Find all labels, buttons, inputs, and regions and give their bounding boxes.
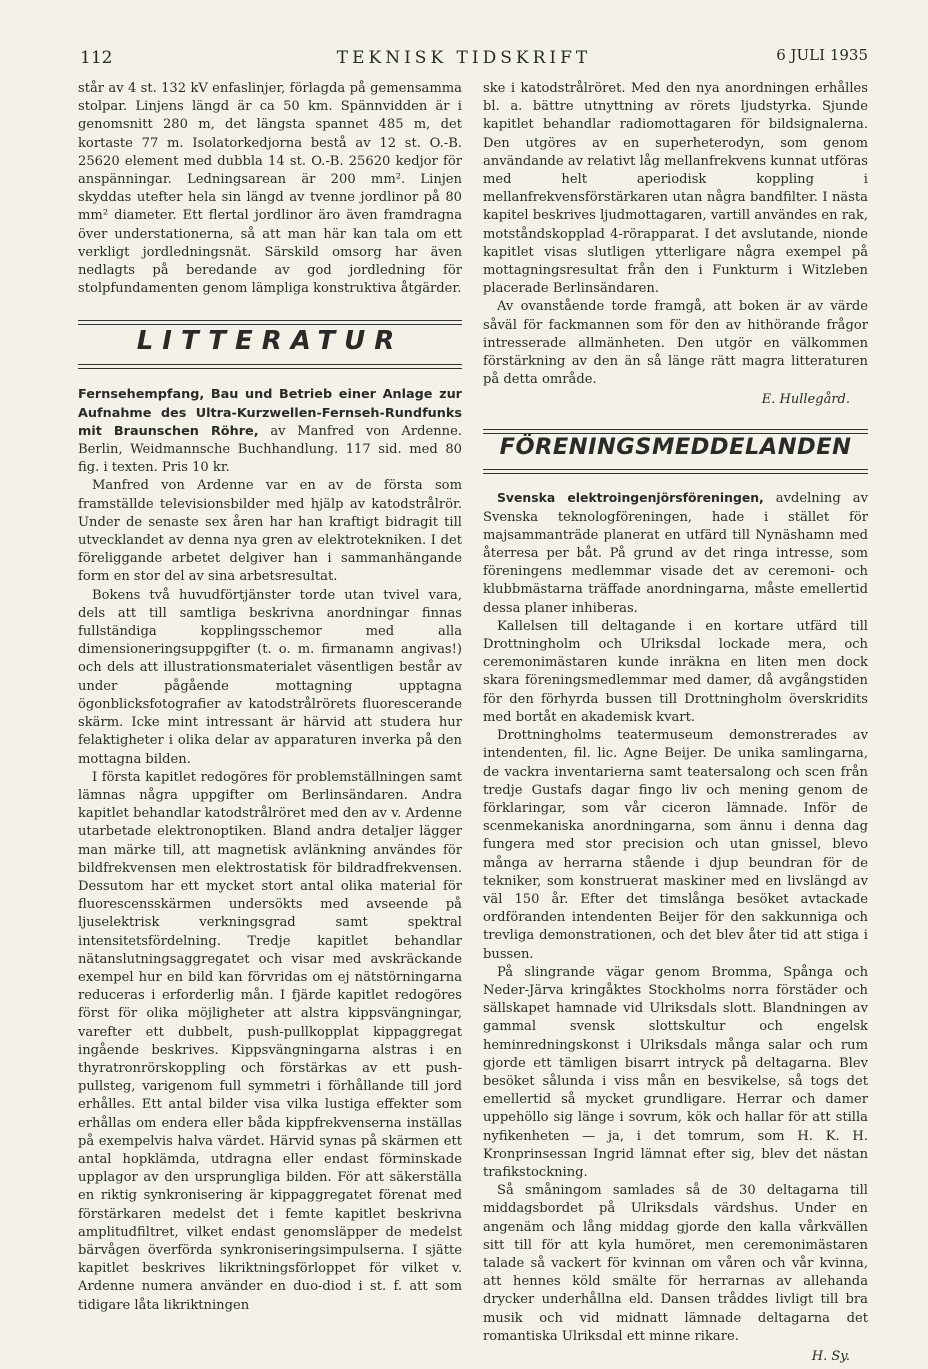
section-title-litteratur: LITTERATUR bbox=[78, 326, 462, 356]
association-name: Svenska elektroingenjörsföreningen, bbox=[497, 490, 764, 506]
review-paragraph-1: Manfred von Ardenne var en av de första som framställde televisionsbilder med hjälp av katodstrålrör. Under de senaste sex åren har han kraftigt bidragit till utvecklandet av denna nya gren av elektrotekniken. I det föreliggande arbetet delgiver han i sammanhängande form en stor del av sina arbetsresultat. bbox=[78, 478, 462, 585]
banner-rule-bottom-1 bbox=[78, 364, 462, 365]
association-paragraph-3: Drottningholms teatermuseum demonstrerades av intendenten, fil. lic. Agne Beijer. De unika samlingarna, de vackra inventarierna samt teatersalong och scen från tredje Gustafs dagar fingo liv och mening genom de förklaringar, som vår ciceron lämnade. Inför de scenmekaniska anordningarna, som ännu i denna dag fungera med stor precision och utan gnissel, blevo många av herrarna stående i djup beundran för de tekniker, som konstruerat maskiner med en livslängd av väl 150 år. Efter det timslånga besöket avtackade ordföranden intendenten Beijer för den sakkunniga och trevliga demonstrationen, och det blev åter tid att stiga i bussen. bbox=[483, 728, 868, 962]
association-paragraph-5: Så småningom samlades så de 30 deltagarna till middagsbordet på Ulriksdals värdshus. Under en angenäm och lång middag gjorde den kalla vårkvällen sitt till för att kyla humöret, men ceremonimästaren talade så vackert för kvinnan om våren och vår kvinna, att hennes köld smälte för herrarnas av allehanda drycker underhållna eld. Dansen tråddes livligt till bra musik och vid midnatt lämnade deltagarna det romantiska Ulriksdal ett minne rikare. bbox=[483, 1183, 868, 1344]
foreningsmeddelanden-banner bbox=[483, 427, 868, 477]
right-column bbox=[483, 80, 868, 1366]
association-paragraph-1-text: avdelning av Svenska teknologföreningen, hade i stället för majsammanträde planerat en utfärd till Nynäshamn med återresa per båt. På grund av det ringa intresse, som föreningens medlemmar visade det av ceremoni- och klubbmästarna träffade anordningarna, måste emellertid dessa planer inhiberas. bbox=[483, 491, 868, 616]
page-number: 112 bbox=[80, 48, 113, 68]
review-paragraph-3: I första kapitlet redogöres för problemställningen samt lämnas några uppgifter om Berlinsändaren. Andra kapitlet behandlar katodstrålröret med den av v. Ardenne utarbetade elektronoptiken. Bland andra detaljer lägger man märke till, att magnetisk avlänkning användes för bildfrekvensen men elektrostatisk för bildradfrekvensen. Dessutom har ett mycket stort antal olika material för fluorescensskärmen undersökts med avseende på ljuselektrisk verkningsgrad samt spektral intensitetsfördelning. Tredje kapitlet behandlar nätanslutningsaggregatet och visar med avskräckande exempel hur en bild kan förvridas om ej nätstörningarna reduceras i erforderlig mån. I fjärde kapitlet redogöres först för olika möjligheter att alstra kippsvängningar, varefter ett dubbelt, push-pullkopplat kippaggregat ingående beskrives. Kippsvängningarna alstras i en thyratronrörskoppling och förstärkas av ett push-pullsteg, varigenom full symmetri i förhållande till jord erhålles. Ett antal bilder visa vilka lustiga effekter som erhållas om endera eller båda kippfrekvenserna inställas på exempelvis halva värdet. Härvid synas på skärmen ett antal hopklämda, utdragna eller endast förminskade upplagor av den ursprungliga bilden. För att säkerställa en riktig synkronisering är kippaggregatet förenat med förstärkaren medelst det i femte kapitlet beskrivna amplitudfiltret, vilket endast genomsläpper de medelst bärvågen överförda synkroniseringsimpulserna. I sjätte kapitlet beskrives likriktningsförloppet för vilket v. Ardenne numera använder en duo-diod i st. f. att som tidigare låta likriktningen bbox=[78, 769, 462, 1313]
review-signature: E. Hullegård. bbox=[761, 392, 850, 408]
review-meta: av Manfred von Ardenne. Berlin, Weidmannsche Buchhandlung. 117 sid. med 80 fig. i texten. Pris 10 kr. bbox=[78, 423, 462, 476]
banner-rule-bottom-2 bbox=[78, 368, 462, 369]
association-signature: H. Sy. bbox=[811, 1349, 850, 1364]
association-paragraph-4: På slingrande vägar genom Bromma, Spånga och Neder-Järva kringåktes Stockholms norra förstäder och sällskapet hamnade vid Ulriksdals slott. Blandningen av gammal svensk slottskultur och engelsk heminredningskonst i Ulriksdals många salar och rum gjorde ett tämligen bisarrt intryck på deltagarna. Blev besöket sålunda i viss mån en besvikelse, så togs det emellertid så mycket grundligare. Herrar och damer uppehöllo sig länge i sovrum, kök och hallar för att stilla nyfikenheten — ja, i det tomrum, som H. K. H. Kronprinsessan Ingrid lämnat efter sig, blev det nästan trafikstockning. bbox=[483, 964, 868, 1180]
issue-date: 6 JULI 1935 bbox=[776, 46, 868, 64]
banner2-rule-bottom-1 bbox=[483, 469, 868, 470]
review-paragraph-2: Bokens två huvudförtjänster torde utan tvivel vara, dels att till samtliga beskrivna anordningar finnas fullständiga kopplingsschemor med alla dimensioneringsuppgifter (t. o. m. firmanamn angivas!) och dels att illustrationsmaterialet väsentligen består av under pågående mottagning upptagna ögonblicksfotografier av katodstrålrörets fluorescerande skärm. Icke mint intressant är härvid att studera hur felaktigheter i olika delar av apparaturen inverka på den mottagna bilden. bbox=[78, 587, 462, 767]
review-heading bbox=[78, 386, 462, 477]
litteratur-banner bbox=[78, 318, 462, 372]
banner2-rule-bottom-2 bbox=[483, 473, 868, 474]
review-conclusion: Av ovanstående torde framgå, att boken är av värde såväl för fackmannen som för den av hithörande frågor intresserade allmänheten. Den utgör en välkommen förstärkning av den än så länge rätt magra litteraturen på detta område. bbox=[483, 299, 868, 388]
association-paragraph-2: Kallelsen till deltagande i en kortare utfärd till Drottningholm och Ulriksdal lockade mera, och ceremonimästaren kunde inräkna en liten men dock skara föreningsmedlemmar med damer, då avgångstiden för den förhyrda bussen till Drottningholm överskridits med bortåt en akademisk kvart. bbox=[483, 618, 868, 725]
journal-title: TEKNISK TIDSKRIFT bbox=[336, 48, 592, 68]
intro-paragraph: står av 4 st. 132 kV enfaslinjer, förlagda på gemensamma stolpar. Linjens längd är ca 50 km. Spännvidden är i genomsnitt 280 m, det längsta spannet 485 m, det kortaste 77 m. Isolatorkedjorna bestå av 12 st. O.-B. 25620 element med dubbla 14 st. O.-B. 25620 kedjor för anspänningar. Ledningsarean är 200 mm². Linjen skyddas utefter hela sin längd av tvenne jordlinor på 80 mm² diameter. Ett flertal jordlinor äro även framdragna över understationerna, så att man här kan tala om ett verkligt jordledningsnät. Särskild omsorg har även nedlagts på beredande av god jordledning för stolpfundamenten genom lämpliga konstruktiva åtgärder. bbox=[78, 81, 462, 297]
banner-rule-top-2 bbox=[78, 324, 462, 325]
review-title: Fernsehempfang, Bau und Betrieb einer Anlage zur Aufnahme des Ultra-Kurzwellen-Fernseh-Rundfunks mit Braunschen Röhre, bbox=[78, 387, 462, 439]
association-paragraph-1 bbox=[483, 489, 868, 617]
review-paragraph-continued: ske i katodstrålröret. Med den nya anordningen erhålles bl. a. bättre utnyttning av rörets ljudstyrka. Sjunde kapitlet behandlar radiomottagaren för bildsignalerna. Den utgöres av en superheterodyn, som genom användande av relativt låg mellanfrekvens kunnat utföras med helt aperiodisk koppling i mellanfrekvensförstärkaren utan några bandfilter. I nästa kapitel beskrives ljudmottagaren, vartill användes en rak, motståndskopplad 4-rörapparat. I det avslutande, nionde kapitlet visas slutligen ytterligare några exempel på mottagningsresultat från den i Funkturm i Witzleben placerade Berlinsändaren. bbox=[483, 81, 868, 297]
left-column bbox=[78, 80, 462, 1315]
page-header bbox=[0, 44, 928, 74]
banner2-rule-top-1 bbox=[483, 429, 868, 430]
banner-rule-top-1 bbox=[78, 320, 462, 321]
section-title-foreningsmeddelanden: FÖRENINGSMEDDELANDEN bbox=[483, 434, 868, 460]
